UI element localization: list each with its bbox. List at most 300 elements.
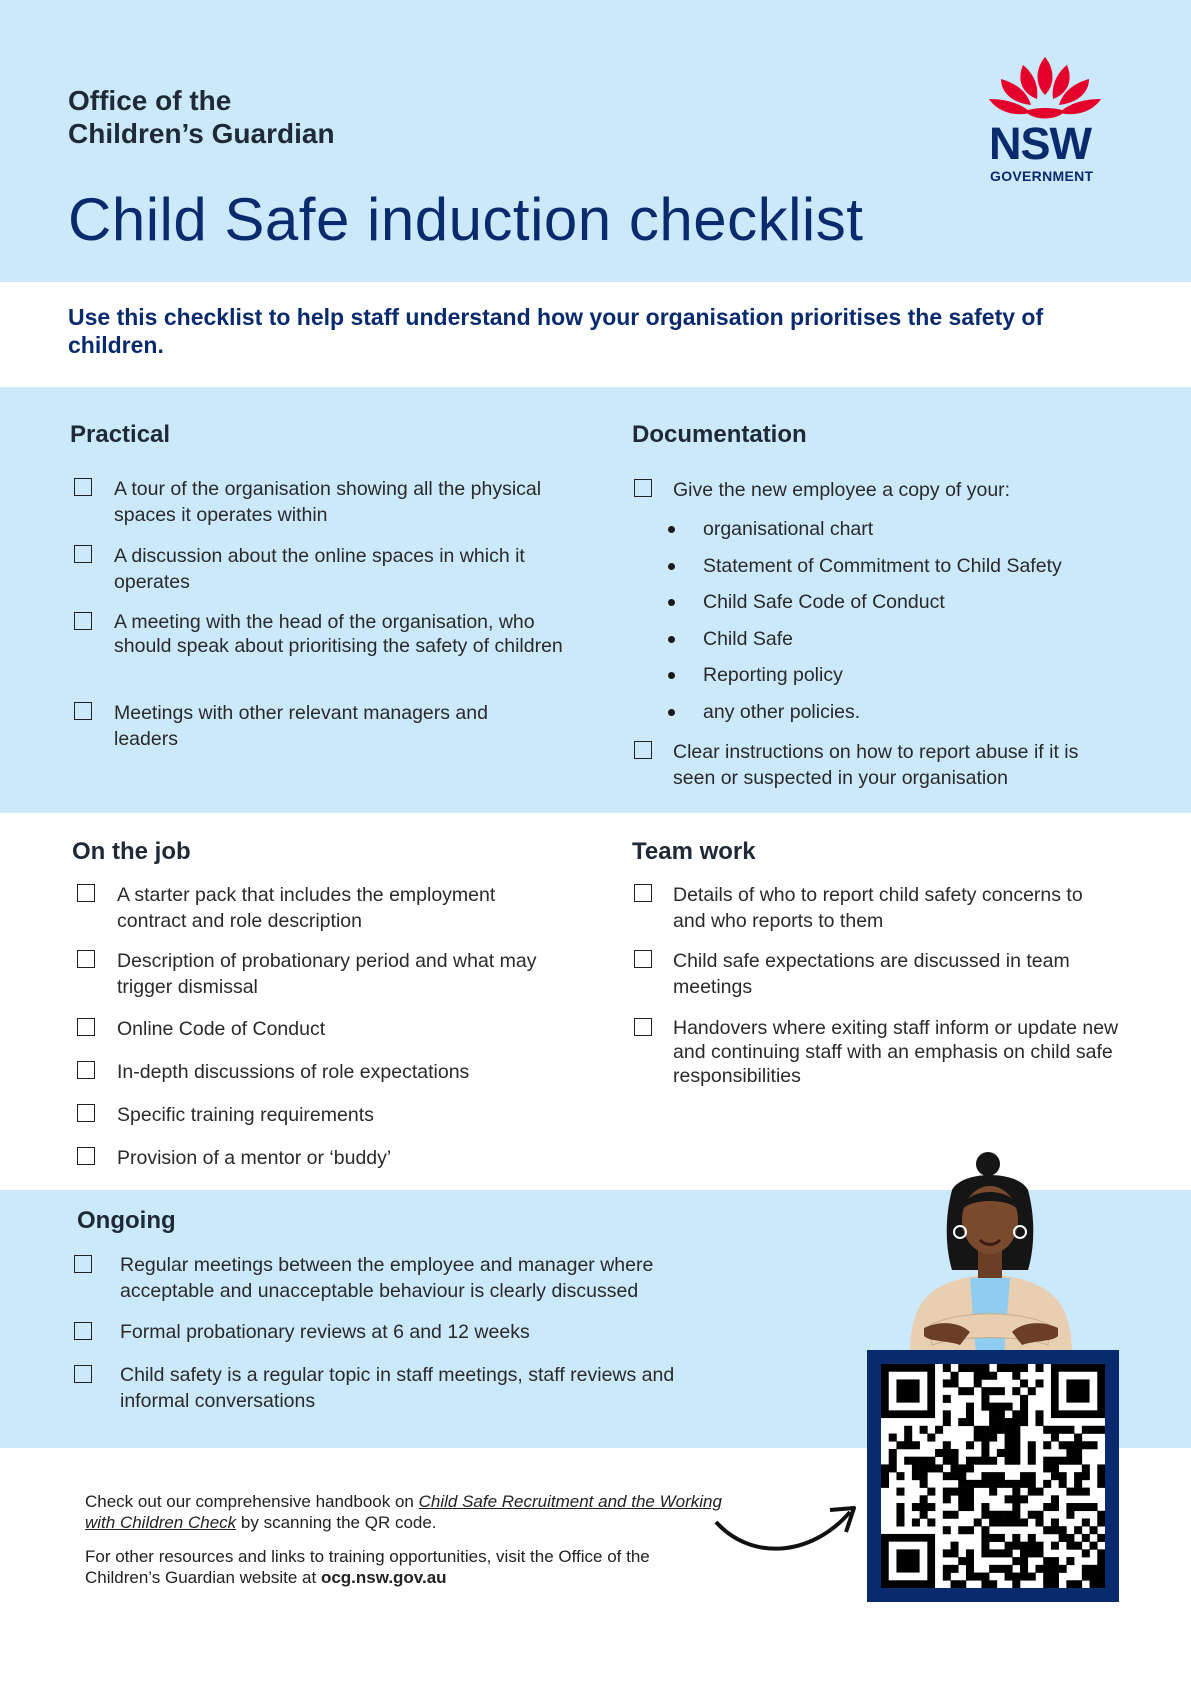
qr-module	[943, 1379, 951, 1387]
qr-module	[1082, 1426, 1090, 1434]
qr-module	[966, 1418, 974, 1426]
qr-module	[1020, 1410, 1028, 1418]
checkbox[interactable]	[74, 702, 92, 720]
qr-module	[958, 1503, 966, 1511]
qr-module	[1005, 1542, 1013, 1550]
qr-module	[1066, 1534, 1074, 1542]
qr-module	[1074, 1580, 1082, 1588]
qr-module	[951, 1511, 959, 1519]
qr-module	[1012, 1503, 1020, 1511]
bullet	[668, 636, 675, 643]
qr-module	[943, 1511, 951, 1519]
documentation-heading: Documentation	[632, 421, 807, 448]
qr-module	[981, 1511, 989, 1519]
qr-module	[1005, 1364, 1013, 1372]
qr-module	[1090, 1503, 1098, 1511]
qr-module	[1012, 1410, 1020, 1418]
arrow-icon	[710, 1500, 860, 1560]
qr-module	[989, 1426, 997, 1434]
qr-module	[1051, 1472, 1059, 1480]
qr-module	[997, 1565, 1005, 1573]
qr-module	[1020, 1549, 1028, 1557]
qr-module	[1082, 1534, 1090, 1542]
checkbox[interactable]	[77, 1147, 95, 1165]
document-list-item: any other policies.	[703, 701, 861, 723]
qr-module	[920, 1472, 928, 1480]
qr-module	[958, 1480, 966, 1488]
qr-module	[989, 1403, 997, 1411]
qr-module	[1059, 1526, 1067, 1534]
qr-module	[943, 1410, 951, 1418]
qr-module	[1020, 1480, 1028, 1488]
qr-module	[912, 1472, 920, 1480]
qr-module	[989, 1565, 997, 1573]
footer-handbook-text	[85, 1491, 725, 1533]
qr-module	[997, 1418, 1005, 1426]
qr-module	[951, 1488, 959, 1496]
qr-module	[943, 1573, 951, 1581]
qr-module	[1066, 1557, 1074, 1565]
checkbox[interactable]	[74, 545, 92, 563]
logo-wordmark: NSW	[989, 118, 1091, 169]
qr-module	[881, 1472, 889, 1480]
team-work-heading: Team work	[632, 838, 756, 865]
document-list-item: Reporting policy	[703, 664, 843, 686]
checkbox[interactable]	[77, 1104, 95, 1122]
qr-module	[896, 1441, 904, 1449]
qr-module	[1074, 1434, 1082, 1442]
qr-module	[881, 1464, 889, 1472]
qr-module	[912, 1441, 920, 1449]
qr-module	[1012, 1480, 1020, 1488]
qr-module	[981, 1364, 989, 1372]
qr-module	[1074, 1449, 1082, 1457]
qr-module	[1028, 1488, 1036, 1496]
qr-module	[997, 1449, 1005, 1457]
qr-module	[1035, 1511, 1043, 1519]
qr-module	[1005, 1426, 1013, 1434]
qr-module	[997, 1410, 1005, 1418]
qr-module	[1090, 1426, 1098, 1434]
qr-module	[1043, 1503, 1051, 1511]
qr-module	[1043, 1441, 1051, 1449]
qr-module	[920, 1464, 928, 1472]
qr-module	[935, 1449, 943, 1457]
qr-module	[1012, 1511, 1020, 1519]
qr-module	[958, 1495, 966, 1503]
qr-module	[1020, 1395, 1028, 1403]
qr-module	[966, 1573, 974, 1581]
qr-module	[989, 1434, 997, 1442]
qr-module	[1012, 1557, 1020, 1565]
qr-module	[1035, 1549, 1043, 1557]
qr-module	[1051, 1565, 1059, 1573]
qr-module	[1028, 1449, 1036, 1457]
qr-module	[966, 1495, 974, 1503]
qr-module	[1082, 1441, 1090, 1449]
qr-module	[1012, 1449, 1020, 1457]
qr-module	[943, 1418, 951, 1426]
qr-module	[1005, 1434, 1013, 1442]
qr-module	[981, 1542, 989, 1550]
qr-module	[1051, 1526, 1059, 1534]
checklist-item: Give the new employee a copy of your:	[673, 479, 1011, 501]
waratah-icon	[985, 55, 1105, 127]
qr-module	[966, 1403, 974, 1411]
qr-module	[1005, 1418, 1013, 1426]
qr-module	[981, 1457, 989, 1465]
qr-module	[912, 1464, 920, 1472]
qr-module	[1082, 1503, 1090, 1511]
qr-module	[1082, 1488, 1090, 1496]
qr-module	[1082, 1518, 1090, 1526]
qr-module	[981, 1580, 989, 1588]
qr-module	[951, 1542, 959, 1550]
qr-finder-pattern	[896, 1549, 919, 1572]
qr-module	[1043, 1464, 1051, 1472]
qr-module	[1082, 1549, 1090, 1557]
checklist-item: Child safety is a regular topic in staff meetings, staff reviews and informal conversations	[120, 1364, 675, 1412]
checkbox[interactable]	[74, 612, 92, 630]
qr-module	[881, 1480, 889, 1488]
qr-module	[997, 1472, 1005, 1480]
qr-module	[1066, 1511, 1074, 1519]
qr-module	[1082, 1565, 1090, 1573]
qr-module	[1059, 1480, 1067, 1488]
qr-module	[989, 1580, 997, 1588]
qr-module	[989, 1549, 997, 1557]
qr-module	[1066, 1542, 1074, 1550]
checkbox[interactable]	[634, 1018, 652, 1036]
qr-module	[1059, 1565, 1067, 1573]
checklist-item: Child safe expectations are discussed in team meetings	[673, 950, 1070, 998]
qr-module	[1097, 1511, 1105, 1519]
qr-module	[1043, 1526, 1051, 1534]
qr-module	[1097, 1580, 1105, 1588]
qr-module	[966, 1387, 974, 1395]
qr-module	[974, 1518, 982, 1526]
qr-module	[927, 1488, 935, 1496]
qr-module	[1097, 1534, 1105, 1542]
qr-module	[981, 1549, 989, 1557]
qr-module	[1051, 1557, 1059, 1565]
qr-module	[1051, 1426, 1059, 1434]
qr-module	[1005, 1518, 1013, 1526]
qr-module	[1035, 1418, 1043, 1426]
qr-module	[943, 1549, 951, 1557]
qr-module	[1035, 1364, 1043, 1372]
qr-module	[966, 1441, 974, 1449]
qr-module	[989, 1457, 997, 1465]
qr-module	[974, 1379, 982, 1387]
qr-module	[943, 1449, 951, 1457]
qr-module	[904, 1434, 912, 1442]
checklist-item: A tour of the organisation showing all the physical spaces it operates within	[114, 478, 542, 526]
qr-module	[958, 1557, 966, 1565]
qr-module	[1097, 1464, 1105, 1472]
qr-module	[974, 1372, 982, 1380]
qr-module	[1035, 1542, 1043, 1550]
qr-module	[958, 1472, 966, 1480]
checklist-item: Clear instructions on how to report abuse if it is seen or suspected in your organisation	[673, 741, 1079, 789]
qr-module	[997, 1480, 1005, 1488]
qr-module	[1020, 1418, 1028, 1426]
qr-module	[1043, 1426, 1051, 1434]
qr-module	[958, 1488, 966, 1496]
qr-module	[958, 1580, 966, 1588]
checklist-item: In-depth discussions of role expectations	[117, 1061, 470, 1083]
qr-module	[958, 1387, 966, 1395]
qr-module	[966, 1410, 974, 1418]
qr-module	[958, 1526, 966, 1534]
qr-module	[981, 1441, 989, 1449]
qr-module	[989, 1480, 997, 1488]
qr-module	[1028, 1534, 1036, 1542]
qr-module	[1020, 1518, 1028, 1526]
qr-module	[1066, 1503, 1074, 1511]
qr-module	[981, 1472, 989, 1480]
qr-module	[1043, 1457, 1051, 1465]
checklist-item: Description of probationary period and what may trigger dismissal	[117, 950, 537, 998]
qr-module	[920, 1457, 928, 1465]
qr-module	[989, 1418, 997, 1426]
qr-module	[1066, 1449, 1074, 1457]
handbook-link[interactable]: Child Safe Recruitment and the Working with Children Check	[85, 1492, 722, 1532]
qr-module	[974, 1573, 982, 1581]
qr-module	[1005, 1449, 1013, 1457]
qr-code-pattern	[881, 1364, 1105, 1588]
qr-module	[1020, 1542, 1028, 1550]
checkbox[interactable]	[77, 884, 95, 902]
qr-module	[1035, 1565, 1043, 1573]
qr-module	[966, 1503, 974, 1511]
qr-module	[966, 1457, 974, 1465]
qr-module	[951, 1580, 959, 1588]
qr-module	[943, 1526, 951, 1534]
qr-module	[989, 1518, 997, 1526]
qr-module	[1012, 1518, 1020, 1526]
qr-module	[974, 1426, 982, 1434]
qr-module	[943, 1472, 951, 1480]
qr-module	[1028, 1511, 1036, 1519]
checkbox[interactable]	[77, 1018, 95, 1036]
org-name-line1: Office of the	[68, 85, 232, 116]
checkbox[interactable]	[634, 479, 652, 497]
qr-module	[989, 1410, 997, 1418]
qr-module	[997, 1511, 1005, 1519]
qr-module	[920, 1511, 928, 1519]
qr-module	[920, 1426, 928, 1434]
qr-module	[1005, 1457, 1013, 1465]
qr-module	[981, 1480, 989, 1488]
qr-module	[966, 1549, 974, 1557]
qr-module	[1074, 1503, 1082, 1511]
qr-module	[896, 1472, 904, 1480]
qr-module	[904, 1457, 912, 1465]
qr-module	[997, 1518, 1005, 1526]
checkbox[interactable]	[74, 478, 92, 496]
checklist-item: Provision of a mentor or ‘buddy’	[117, 1147, 392, 1169]
checkbox[interactable]	[634, 741, 652, 759]
qr-module	[1035, 1379, 1043, 1387]
qr-module	[1028, 1573, 1036, 1581]
ongoing-heading: Ongoing	[77, 1207, 176, 1234]
qr-module	[951, 1449, 959, 1457]
checkbox[interactable]	[634, 884, 652, 902]
qr-code[interactable]	[867, 1350, 1119, 1602]
qr-module	[997, 1549, 1005, 1557]
qr-module	[1005, 1495, 1013, 1503]
qr-module	[966, 1526, 974, 1534]
footer-handbook-post: by scanning the QR code.	[236, 1513, 437, 1532]
checkbox[interactable]	[634, 950, 652, 968]
bullet	[668, 526, 675, 533]
qr-module	[1082, 1464, 1090, 1472]
qr-module	[943, 1441, 951, 1449]
document-list-item: Child Safe	[703, 628, 793, 650]
qr-module	[958, 1418, 966, 1426]
qr-module	[981, 1387, 989, 1395]
qr-finder-pattern	[1066, 1379, 1089, 1402]
qr-module	[1051, 1542, 1059, 1550]
checkbox[interactable]	[77, 1061, 95, 1079]
qr-module	[943, 1565, 951, 1573]
checkbox[interactable]	[74, 1322, 92, 1340]
nsw-government-logo	[985, 55, 1105, 185]
qr-module	[1012, 1488, 1020, 1496]
qr-module	[1005, 1441, 1013, 1449]
qr-module	[896, 1511, 904, 1519]
qr-module	[912, 1503, 920, 1511]
document-list-item: Child Safe Code of Conduct	[703, 591, 945, 613]
checklist-item: A meeting with the head of the organisation, who should speak about prioritising the safety of children	[114, 611, 563, 657]
qr-module	[1090, 1565, 1098, 1573]
qr-module	[997, 1403, 1005, 1411]
checkbox[interactable]	[74, 1255, 92, 1273]
qr-module	[1051, 1457, 1059, 1465]
qr-module	[927, 1464, 935, 1472]
qr-module	[1043, 1480, 1051, 1488]
qr-module	[997, 1364, 1005, 1372]
qr-module	[1074, 1488, 1082, 1496]
qr-module	[951, 1379, 959, 1387]
checklist-item: A discussion about the online spaces in which it operates	[114, 545, 525, 593]
qr-module	[1012, 1495, 1020, 1503]
qr-module	[935, 1426, 943, 1434]
qr-module	[989, 1472, 997, 1480]
qr-module	[951, 1457, 959, 1465]
qr-module	[1074, 1457, 1082, 1465]
qr-module	[927, 1503, 935, 1511]
qr-module	[966, 1565, 974, 1573]
qr-module	[1020, 1573, 1028, 1581]
qr-module	[1097, 1557, 1105, 1565]
checkbox[interactable]	[74, 1365, 92, 1383]
qr-module	[1028, 1387, 1036, 1395]
qr-module	[981, 1372, 989, 1380]
qr-module	[1028, 1480, 1036, 1488]
qr-module	[920, 1495, 928, 1503]
qr-module	[1012, 1580, 1020, 1588]
qr-module	[912, 1457, 920, 1465]
qr-module	[889, 1457, 897, 1465]
qr-module	[1028, 1542, 1036, 1550]
intro-text: Use this checklist to help staff understand how your organisation prioritises the safety of children.	[68, 304, 1044, 358]
qr-module	[981, 1534, 989, 1542]
qr-module	[1012, 1434, 1020, 1442]
qr-module	[1097, 1518, 1105, 1526]
qr-module	[1097, 1565, 1105, 1573]
qr-module	[943, 1495, 951, 1503]
qr-module	[1028, 1457, 1036, 1465]
qr-module	[927, 1518, 935, 1526]
qr-module	[904, 1426, 912, 1434]
qr-module	[1020, 1495, 1028, 1503]
qr-module	[951, 1464, 959, 1472]
qr-module	[896, 1488, 904, 1496]
qr-module	[1012, 1542, 1020, 1550]
qr-module	[1005, 1511, 1013, 1519]
qr-module	[981, 1403, 989, 1411]
qr-module	[1051, 1495, 1059, 1503]
qr-module	[1020, 1557, 1028, 1565]
bullet	[668, 599, 675, 606]
qr-module	[1043, 1557, 1051, 1565]
checklist-item: Online Code of Conduct	[117, 1018, 326, 1040]
qr-module	[966, 1480, 974, 1488]
qr-module	[981, 1573, 989, 1581]
qr-module	[1059, 1441, 1067, 1449]
qr-module	[1051, 1573, 1059, 1581]
qr-module	[1012, 1387, 1020, 1395]
footer-handbook-pre: Check out our comprehensive handbook on	[85, 1492, 419, 1511]
qr-module	[1059, 1426, 1067, 1434]
qr-module	[1051, 1434, 1059, 1442]
qr-module	[981, 1395, 989, 1403]
qr-module	[1074, 1441, 1082, 1449]
qr-module	[1005, 1573, 1013, 1581]
qr-module	[1082, 1573, 1090, 1581]
qr-module	[943, 1488, 951, 1496]
footer-website-pre: For other resources and links to training opportunities, visit the Office of the Children’s Guardian website at	[85, 1547, 650, 1587]
qr-module	[1066, 1426, 1074, 1434]
checklist-item: Regular meetings between the employee and manager where acceptable and unacceptable behaviour is clearly discussed	[120, 1254, 654, 1302]
checkbox[interactable]	[77, 950, 95, 968]
page-title: Child Safe induction checklist	[68, 186, 864, 253]
qr-module	[1097, 1472, 1105, 1480]
qr-module	[1005, 1403, 1013, 1411]
qr-module	[981, 1426, 989, 1434]
qr-module	[1066, 1488, 1074, 1496]
bullet	[668, 672, 675, 679]
qr-module	[1066, 1457, 1074, 1465]
qr-module	[1097, 1480, 1105, 1488]
qr-module	[1097, 1549, 1105, 1557]
qr-module	[1020, 1364, 1028, 1372]
website-link[interactable]: ocg.nsw.gov.au	[320, 1568, 447, 1587]
qr-module	[943, 1395, 951, 1403]
checklist-item: Handovers where exiting staff inform or update new and continuing staff with an emphasis on child safe responsibilities	[673, 1017, 1119, 1087]
bullet	[668, 563, 675, 570]
qr-module	[943, 1364, 951, 1372]
qr-module	[1097, 1573, 1105, 1581]
qr-module	[951, 1565, 959, 1573]
qr-module	[989, 1387, 997, 1395]
qr-module	[1066, 1580, 1074, 1588]
qr-module	[1020, 1379, 1028, 1387]
qr-module	[1051, 1503, 1059, 1511]
qr-module	[1028, 1441, 1036, 1449]
